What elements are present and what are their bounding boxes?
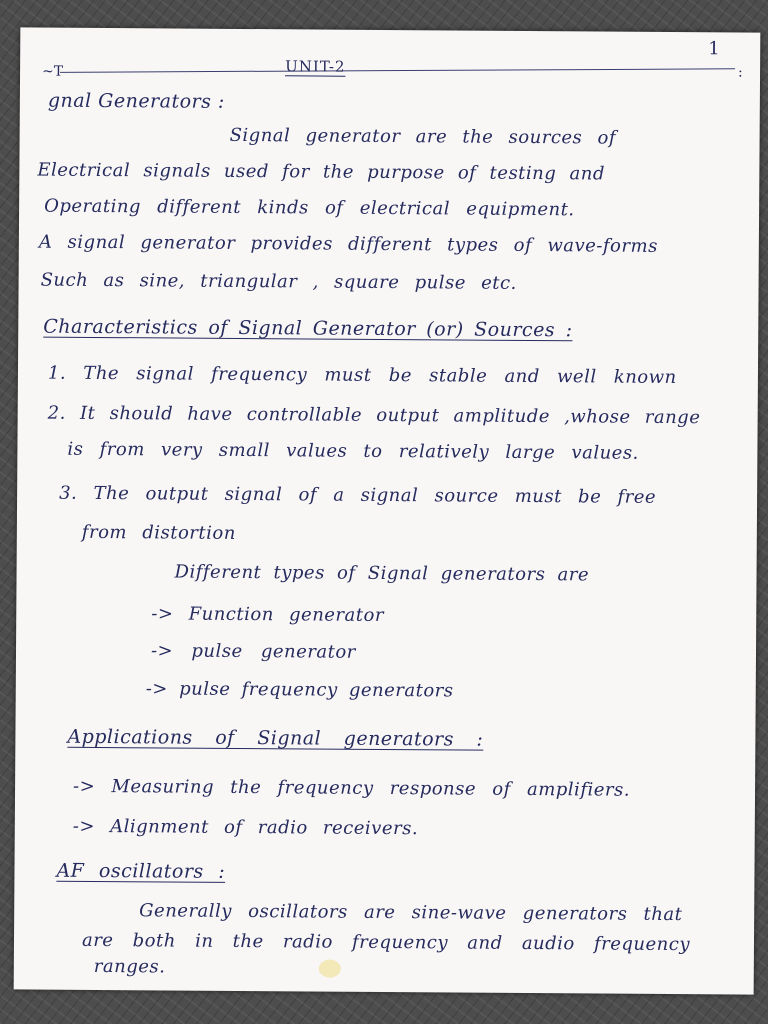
text-line: Signal generator are the sources of bbox=[229, 124, 617, 149]
page-number: 1 bbox=[708, 38, 720, 60]
margin-marks: : bbox=[738, 64, 743, 81]
bullet-item: -> Function generator bbox=[151, 603, 385, 626]
unit-heading: UNIT-2 bbox=[285, 57, 346, 76]
text-line: are both in the radio frequency and audio frequency bbox=[81, 929, 691, 956]
heading-af-oscillators: AF oscillators : bbox=[56, 859, 226, 883]
bullet-item: -> Measuring the frequency response of amplifiers. bbox=[72, 775, 631, 801]
heading-applications: Applications of Signal generators : bbox=[67, 725, 484, 751]
text-line: Such as sine, triangular , square pulse etc. bbox=[40, 269, 517, 294]
text-line: A signal generator provides different types of wave-forms bbox=[38, 231, 658, 257]
text-line: Operating different kinds of electrical equipment. bbox=[44, 195, 575, 221]
bullet-item: -> pulse frequency generators bbox=[145, 678, 454, 702]
list-item: 1. The signal frequency must be stable and well known bbox=[47, 362, 677, 389]
paper-stain bbox=[319, 960, 341, 978]
heading-signal-generators: gnal Generators : bbox=[47, 89, 225, 113]
header-rule bbox=[60, 68, 735, 73]
list-item: 3. The output signal of a signal source must be free bbox=[59, 482, 657, 508]
text-line: Different types of Signal generators are bbox=[174, 561, 590, 586]
heading-characteristics: Characteristics of Signal Generator (or) Sources : bbox=[43, 315, 573, 342]
text-line: Generally oscillators are sine-wave generators that bbox=[139, 900, 683, 926]
notebook-page bbox=[14, 27, 761, 994]
list-item-continued: is from very small values to relatively large values. bbox=[67, 438, 639, 464]
bullet-item: -> Alignment of radio receivers. bbox=[72, 815, 419, 840]
text-line: ranges. bbox=[93, 955, 166, 978]
list-item-continued: from distortion bbox=[81, 521, 236, 544]
corner-mark: ~T bbox=[42, 63, 64, 80]
list-item: 2. It should have controllable output amplitude ,whose range bbox=[47, 402, 701, 429]
bullet-item: -> pulse generator bbox=[150, 640, 356, 663]
text-line: Electrical signals used for the purpose of testing and bbox=[37, 159, 605, 185]
